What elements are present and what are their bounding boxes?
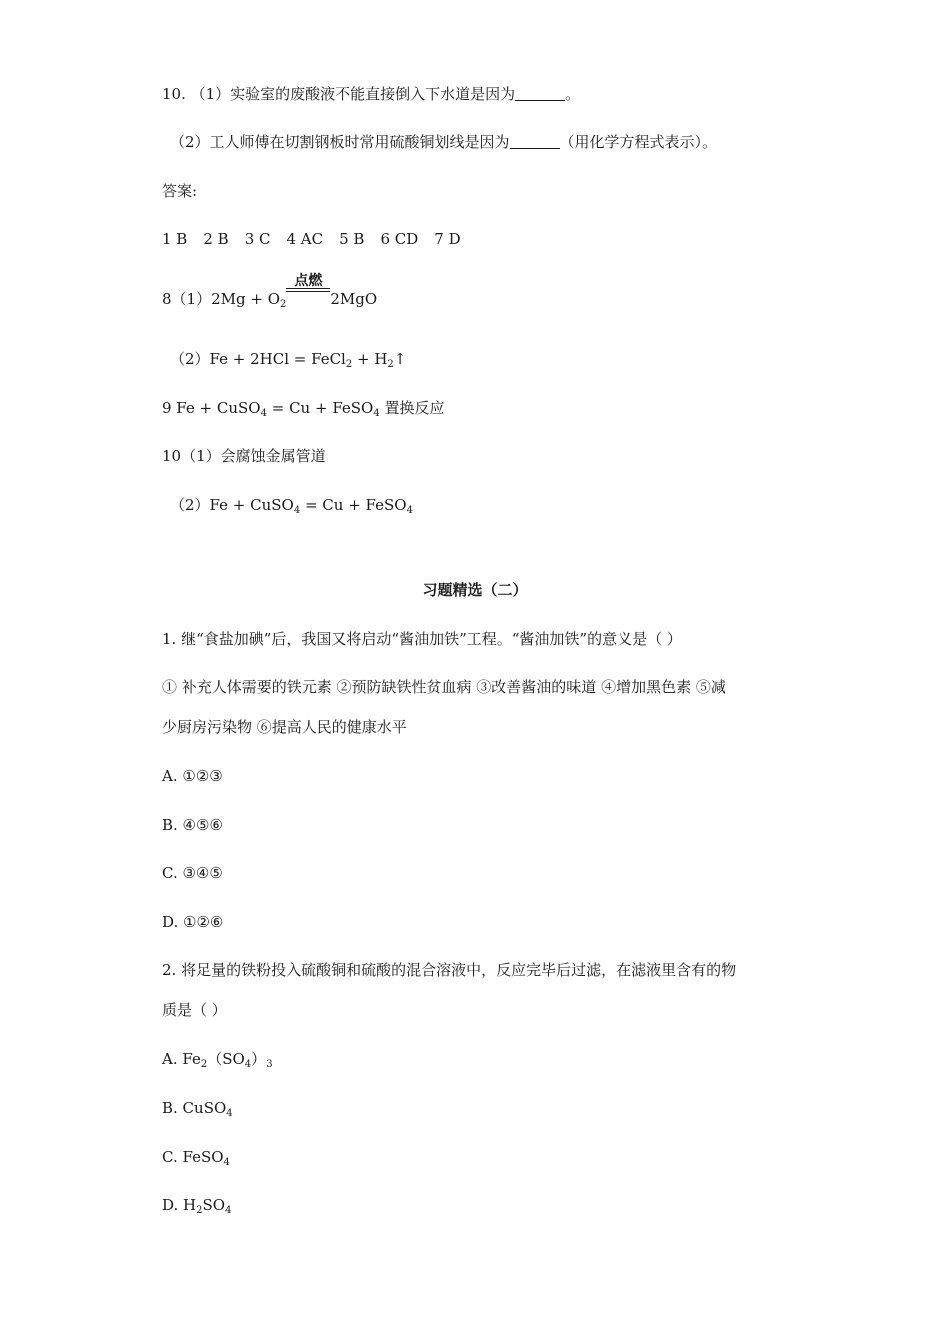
question-10-part-1: [162, 83, 580, 105]
option-text: SO: [202, 1196, 226, 1214]
question-1-option-b: B. ④⑤⑥: [162, 816, 223, 834]
answer-10-part-2-equation: [170, 494, 413, 522]
option-text: B. CuSO: [162, 1099, 227, 1117]
subscript: 4: [226, 1108, 233, 1119]
question-text: 。: [565, 85, 581, 103]
question-10-part-2: [170, 131, 717, 153]
equation-text: + H: [352, 350, 388, 368]
subscript: 4: [225, 1205, 232, 1216]
answer-item: 4 AC: [286, 230, 324, 248]
equation-text: （2）Fe + CuSO: [170, 496, 294, 514]
equation-text: （2）Fe + 2HCl = FeCl: [170, 350, 346, 368]
equation-text: = Cu + FeSO: [300, 496, 407, 514]
question-1-option-a: A. ①②③: [162, 767, 223, 785]
subscript: 2: [200, 1059, 208, 1070]
option-text: A. Fe: [162, 1050, 201, 1068]
equation-text: 9 Fe + CuSO: [162, 399, 261, 417]
answer-blank: [510, 134, 560, 149]
subscript: 4: [260, 408, 267, 419]
answer-item: 1 B: [162, 230, 188, 248]
answer-8-part-1-equation: [162, 273, 378, 316]
answer-item: 5 B: [339, 230, 365, 248]
subscript: 2: [387, 359, 394, 370]
subscript: 3: [266, 1059, 273, 1070]
question-2-option-d: [162, 1194, 231, 1222]
reaction-condition-label: 点燃: [294, 273, 323, 289]
question-2-stem-line-2: 质是（ ）: [162, 1001, 227, 1019]
option-text: ）: [251, 1050, 267, 1068]
question-1-option-c: C. ③④⑤: [162, 864, 223, 882]
equation-text: 置换反应: [379, 399, 445, 417]
question-2-option-b: [162, 1097, 233, 1125]
option-text: D. H: [162, 1196, 197, 1214]
equation-text: = Cu + FeSO: [266, 399, 374, 417]
question-2-option-c: [162, 1146, 230, 1174]
answer-item: 6 CD: [380, 230, 419, 248]
subscript: 4: [293, 505, 301, 516]
subscript: 2: [196, 1205, 203, 1216]
subscript: 4: [373, 408, 380, 419]
subscript: 4: [223, 1157, 230, 1168]
question-2-option-a: [162, 1048, 273, 1076]
equation-text: 8（1）2Mg + O: [162, 290, 280, 308]
answer-9-equation: [162, 397, 445, 425]
equation-text: 2MgO: [330, 290, 378, 308]
answers-heading: 答案:: [162, 182, 198, 200]
question-1-statements-line-2: 少厨房污染物 ⑥提高人民的健康水平: [162, 718, 407, 736]
answer-10-part-1: 10（1）会腐蚀金属管道: [162, 447, 326, 465]
question-text: 10. （1）实验室的废酸液不能直接倒入下水道是因为: [162, 85, 516, 103]
answer-8-part-2-equation: [170, 348, 406, 376]
subscript: 2: [280, 299, 287, 310]
answer-item: 3 C: [244, 230, 271, 248]
subscript: 2: [345, 359, 353, 370]
answer-item: 2 B: [203, 230, 229, 248]
gas-arrow-icon: ↑: [393, 350, 407, 368]
answer-blank: [515, 86, 565, 101]
subscript: 4: [244, 1059, 252, 1070]
question-text: （用化学方程式表示）。: [559, 133, 718, 151]
reaction-condition-arrow: [286, 273, 330, 306]
answers-choices-row: [162, 228, 461, 250]
option-text: （SO: [207, 1050, 245, 1068]
question-1-statements-line-1: ① 补充人体需要的铁元素 ②预防缺铁性贫血病 ③改善酱油的味道 ④增加黑色素 ⑤减: [162, 678, 726, 696]
option-text: C. FeSO: [162, 1148, 224, 1166]
section-title: 习题精选（二）: [422, 581, 528, 599]
subscript: 4: [406, 505, 413, 516]
question-text: （2）工人师傅在切割钢板时常用硫酸铜划线是因为: [170, 133, 510, 151]
question-1-stem: 1. 继“食盐加碘”后，我国又将启动“酱油加铁”工程。“酱油加铁”的意义是（ ）: [162, 630, 682, 648]
answer-item: 7 D: [434, 230, 461, 248]
question-2-stem-line-1: 2. 将足量的铁粉投入硫酸铜和硫酸的混合溶液中，反应完毕后过滤，在滤液里含有的物: [162, 961, 737, 979]
question-1-option-d: D. ①②⑥: [162, 913, 224, 931]
